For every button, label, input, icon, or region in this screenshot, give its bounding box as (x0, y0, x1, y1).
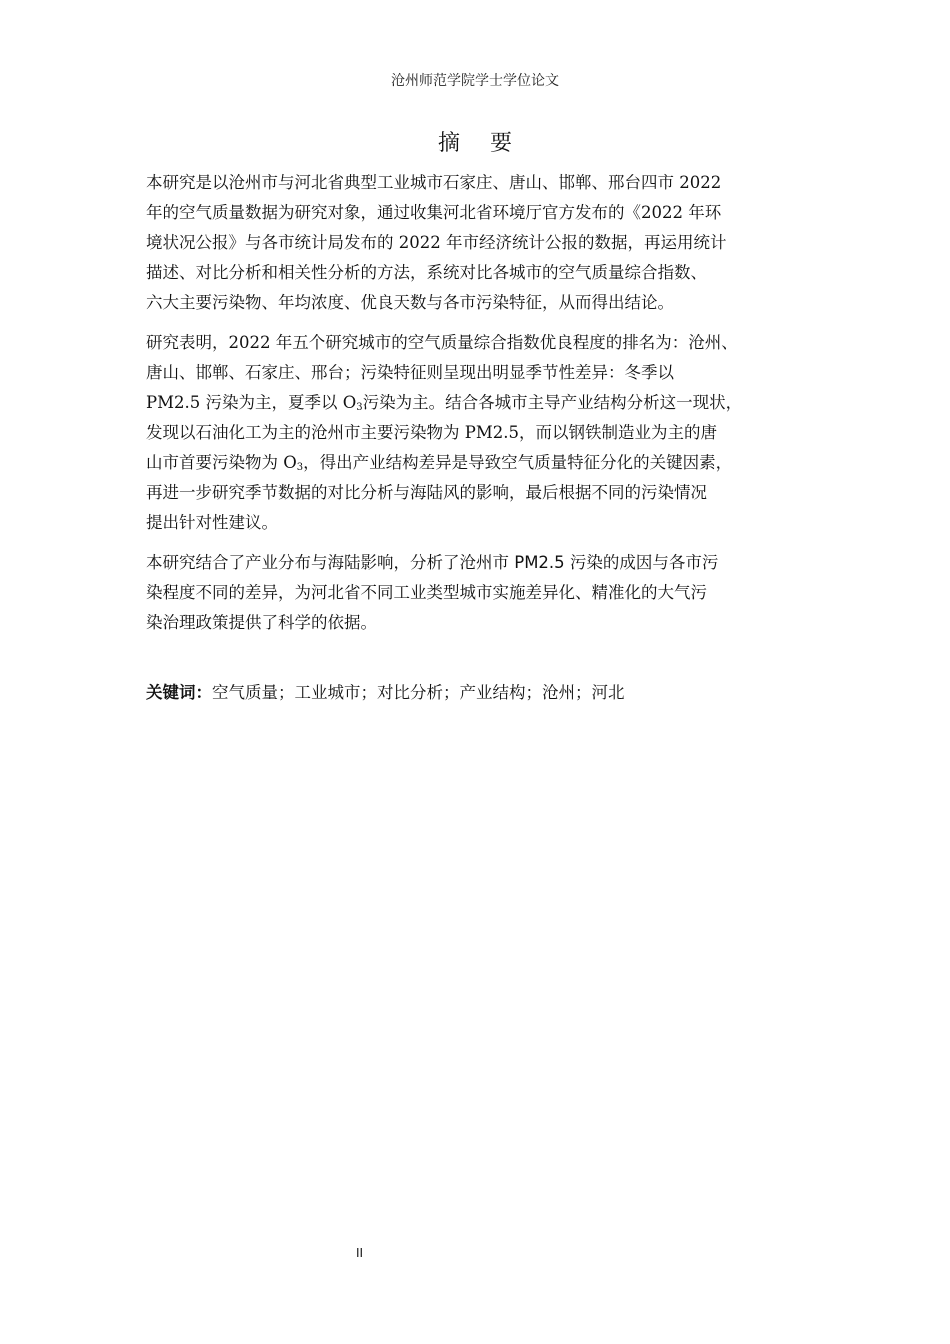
abstract-paragraph-3 (146, 548, 826, 638)
paragraph-line: 再进一步研究季节数据的对比分析与海陆风的影响，最后根据不同的污染情况 (146, 483, 707, 502)
abstract-paragraph-2 (146, 328, 826, 538)
paragraph-line: 发现以石油化工为主的沧州市主要污染物为 PM2.5，而以钢铁制造业为主的唐 (146, 423, 717, 442)
abstract-title: 摘要 (437, 131, 542, 156)
line-text: 本研究结合了产业分布与海陆影响，分析了沧州市 (146, 553, 515, 572)
paragraph-line: 唐山、邯郸、石家庄、邢台；污染特征则呈现出明显季节性差异：冬季以 (146, 363, 674, 382)
page-number: II (356, 1246, 364, 1260)
line-text: 山市首要污染物为 O (146, 453, 297, 472)
abstract-paragraph-1 (146, 168, 826, 318)
paragraph-line: 提出针对性建议。 (146, 513, 278, 532)
line-text: ，得出产业结构差异是导致空气质量特征分化的关键因素， (303, 453, 733, 472)
paragraph-line: 境状况公报》与各市统计局发布的 2022 年市经济统计公报的数据，再运用统计 (146, 233, 727, 252)
paragraph-line (146, 548, 826, 578)
line-text: 污染的成因与各市污 (564, 553, 719, 572)
paragraph-line: 研究表明，2022 年五个研究城市的空气质量综合指数优良程度的排名为：沧州、 (146, 333, 738, 352)
line-text: PM2.5 (514, 553, 565, 572)
paragraph-line (146, 448, 826, 478)
line-text: 污染为主。结合各城市主导产业结构分析这一现状， (362, 393, 743, 412)
keywords-text: 空气质量；工业城市；对比分析；产业结构；沧州；河北 (212, 683, 625, 702)
keywords-label: 关键词： (146, 683, 212, 702)
paragraph-line: 年的空气质量数据为研究对象，通过收集河北省环境厅官方发布的《2022 年环 (146, 203, 722, 222)
paragraph-line (146, 388, 826, 418)
paragraph-line: 染程度不同的差异，为河北省不同工业类型城市实施差异化、精准化的大气污 (146, 583, 707, 602)
paragraph-line: 本研究是以沧州市与河北省典型工业城市石家庄、唐山、邯郸、邢台四市 2022 (146, 173, 722, 192)
keywords (146, 678, 625, 708)
subscript: 3 (296, 462, 304, 473)
running-header: 沧州师范学院学士学位论文 (391, 73, 559, 89)
line-text: PM2.5 污染为主，夏季以 O (146, 393, 357, 412)
subscript: 3 (356, 402, 363, 413)
paragraph-line: 六大主要污染物、年均浓度、优良天数与各市污染特征，从而得出结论。 (146, 293, 674, 312)
paragraph-line: 描述、对比分析和相关性分析的方法，系统对比各城市的空气质量综合指数、 (146, 263, 707, 282)
paragraph-line: 染治理政策提供了科学的依据。 (146, 613, 377, 632)
